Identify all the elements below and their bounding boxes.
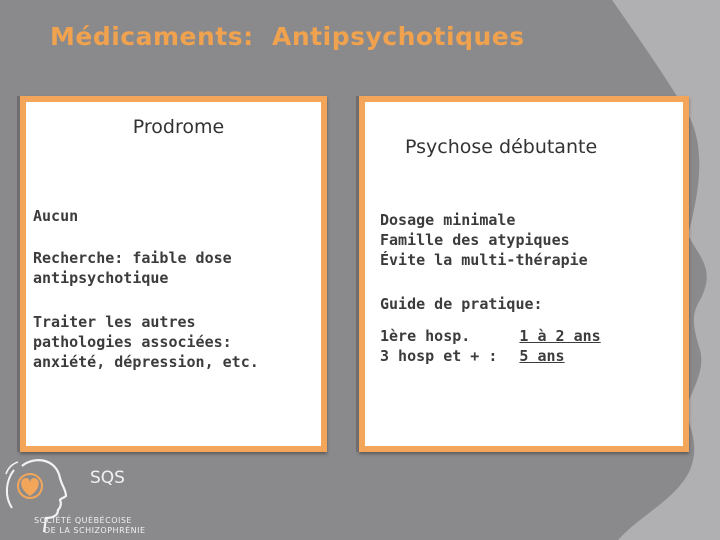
sqs-logo <box>4 456 154 540</box>
practice-guide-table <box>380 326 601 366</box>
prodrome-heading: Prodrome <box>132 116 225 138</box>
prodrome-item-treat-other: Traiter les autres pathologies associées: anxiété, dépression, etc. <box>33 313 259 371</box>
guide-duration: 1 à 2 ans <box>519 327 601 345</box>
practice-guide-title: Guide de pratique: <box>380 295 543 313</box>
guide-case: 3 hosp et + : <box>380 347 498 365</box>
guide-case: 1ère hosp. <box>380 327 471 345</box>
logo-tagline-1: SOCIÉTÉ QUÉBÉCOISE <box>34 516 132 525</box>
table-row <box>380 326 601 346</box>
guide-duration: 5 ans <box>519 347 565 365</box>
early-psychosis-heading: Psychose débutante <box>405 136 598 158</box>
early-psychosis-panel <box>359 96 689 452</box>
logo-name: SQS <box>90 468 125 488</box>
prodrome-item-research: Recherche: faible dose antipsychotique <box>33 249 232 287</box>
slide-title: Médicaments: Antipsychotiques <box>50 22 525 51</box>
prodrome-panel <box>20 96 327 452</box>
dosage-guidelines: Dosage minimale Famille des atypiques Évite la multi-thérapie <box>380 211 588 269</box>
prodrome-item-none: Aucun <box>33 207 79 225</box>
table-row <box>380 346 601 366</box>
logo-tagline-2: DE LA SCHIZOPHRÉNIE <box>44 526 146 535</box>
